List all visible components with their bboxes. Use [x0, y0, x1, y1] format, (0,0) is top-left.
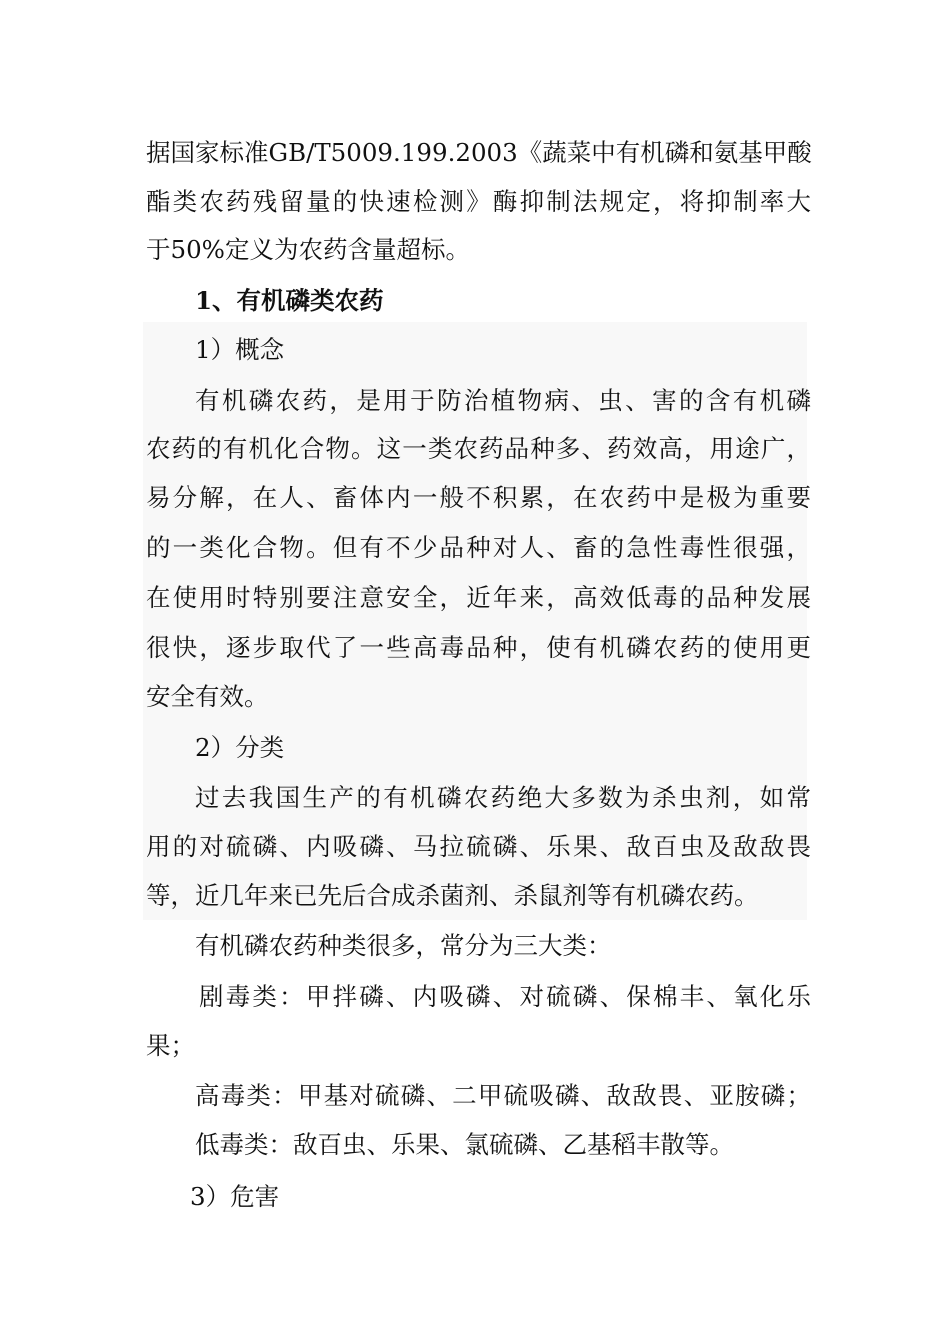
- classification-summary: 有机磷农药种类很多，常分为三大类：: [195, 931, 612, 960]
- highly-toxic-line-2: 果；: [146, 1031, 195, 1060]
- intro-line-3: 于50%定义为农药含量超标。: [146, 235, 470, 264]
- subheading-classification: 2）分类: [195, 733, 285, 762]
- concept-line-2: 农药的有机化合物。这一类农药品种多、药效高，用途广，: [146, 434, 811, 463]
- concept-line-5: 在使用时特别要注意安全，近年来，高效低毒的品种发展: [146, 583, 811, 612]
- subheading-concept: 1）概念: [195, 335, 285, 364]
- classification-line-3: 等，近几年来已先后合成杀菌剂、杀鼠剂等有机磷农药。: [146, 881, 759, 910]
- subheading-hazard: 3）危害: [190, 1182, 280, 1211]
- section-heading-organophosphorus: 1、有机磷类农药: [195, 286, 384, 315]
- intro-line-1: 据国家标准GB/T5009.199.2003《蔬菜中有机磷和氨基甲酸: [146, 138, 812, 167]
- concept-line-4: 的一类化合物。但有不少品种对人、畜的急性毒性很强，: [146, 533, 811, 562]
- classification-line-1: 过去我国生产的有机磷农药绝大多数为杀虫剂，如常: [195, 783, 811, 812]
- classification-line-2: 用的对硫磷、内吸磷、马拉硫磷、乐果、敌百虫及敌敌畏: [146, 832, 811, 861]
- intro-line-2: 酯类农药残留量的快速检测》酶抑制法规定，将抑制率大: [146, 187, 811, 216]
- concept-line-6: 很快，逐步取代了一些高毒品种，使有机磷农药的使用更: [146, 633, 811, 662]
- concept-line-1: 有机磷农药，是用于防治植物病、虫、害的含有机磷: [195, 386, 811, 415]
- high-toxic-line: 高毒类：甲基对硫磷、二甲硫吸磷、敌敌畏、亚胺磷；: [195, 1081, 811, 1110]
- concept-line-7: 安全有效。: [146, 682, 269, 711]
- low-toxic-line: 低毒类：敌百虫、乐果、氯硫磷、乙基稻丰散等。: [195, 1130, 734, 1159]
- highly-toxic-line-1: 剧毒类：甲拌磷、内吸磷、对硫磷、保棉丰、氧化乐: [199, 982, 811, 1011]
- concept-line-3: 易分解，在人、畜体内一般不积累，在农药中是极为重要: [146, 483, 811, 512]
